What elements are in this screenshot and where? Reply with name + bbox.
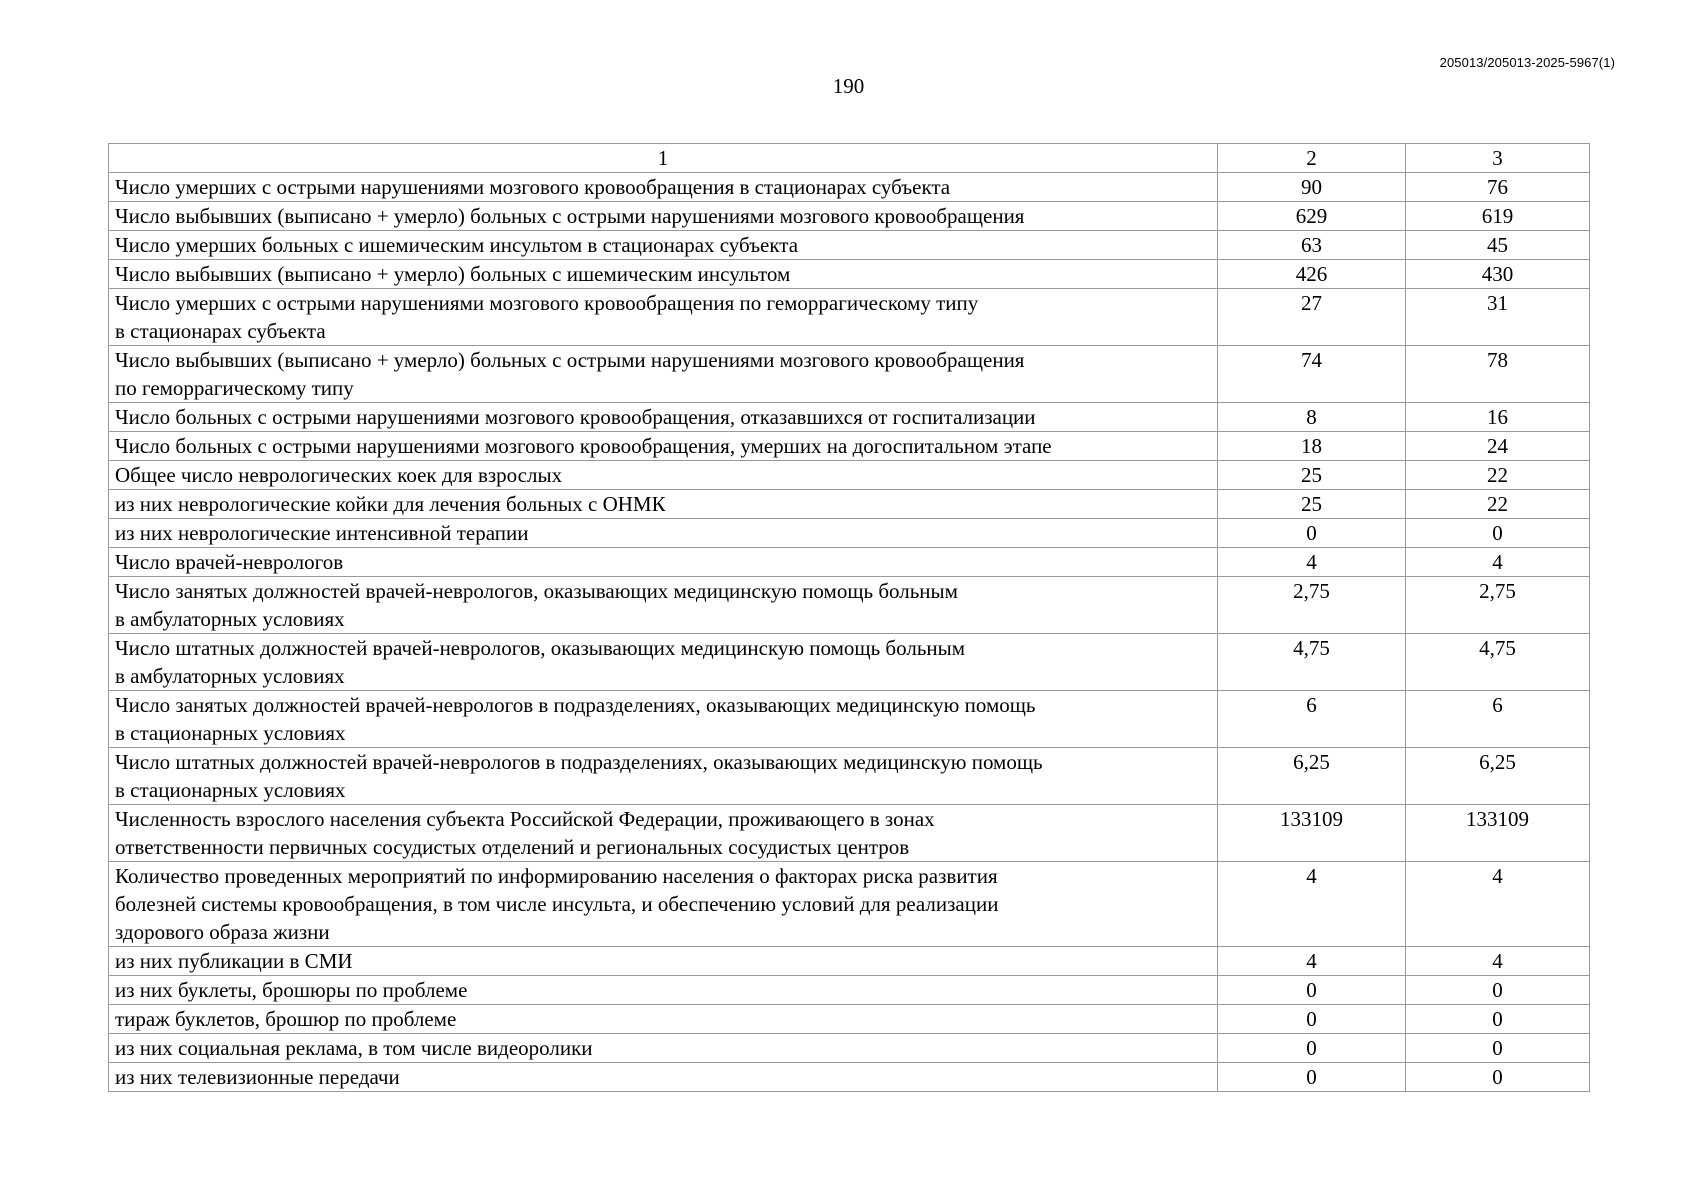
row-label: Число выбывших (выписано + умерло) больных с острыми нарушениями мозгового кровообращения [109,202,1218,231]
row-value-col2: 0 [1218,1063,1406,1092]
row-value-col2: 18 [1218,432,1406,461]
row-label: из них телевизионные передачи [109,1063,1218,1092]
row-value-col3: 4,75 [1406,634,1590,691]
row-value-col3: 0 [1406,976,1590,1005]
row-value-col3: 16 [1406,403,1590,432]
table-row [109,231,1590,260]
row-value-col3: 430 [1406,260,1590,289]
row-value-col2: 0 [1218,1034,1406,1063]
row-value-col2: 426 [1218,260,1406,289]
row-label: из них неврологические интенсивной терапии [109,519,1218,548]
table-row [109,548,1590,577]
table-row [109,976,1590,1005]
row-value-col2: 74 [1218,346,1406,403]
table-row [109,805,1590,862]
column-header-1: 1 [109,144,1218,173]
row-value-col3: 78 [1406,346,1590,403]
row-label: Число врачей-неврологов [109,548,1218,577]
row-value-col2: 63 [1218,231,1406,260]
row-label: Число занятых должностей врачей-неврологов, оказывающих медицинскую помощь больным в амбулаторных условиях [109,577,1218,634]
table-row [109,490,1590,519]
row-value-col2: 4,75 [1218,634,1406,691]
table-row [109,947,1590,976]
row-label: Число занятых должностей врачей-неврологов в подразделениях, оказывающих медицинскую помощь в стационарных условиях [109,691,1218,748]
row-value-col2: 629 [1218,202,1406,231]
row-label: Число умерших с острыми нарушениями мозгового кровообращения по геморрагическому типу в стационарах субъекта [109,289,1218,346]
row-label: Число больных с острыми нарушениями мозгового кровообращения, умерших на догоспитальном этапе [109,432,1218,461]
table-row [109,691,1590,748]
row-value-col3: 0 [1406,519,1590,548]
row-label: из них публикации в СМИ [109,947,1218,976]
row-label: Число больных с острыми нарушениями мозгового кровообращения, отказавшихся от госпитализации [109,403,1218,432]
row-value-col2: 27 [1218,289,1406,346]
row-label: из них буклеты, брошюры по проблеме [109,976,1218,1005]
row-value-col2: 6 [1218,691,1406,748]
row-value-col3: 0 [1406,1063,1590,1092]
row-label: Количество проведенных мероприятий по информированию населения о факторах риска развития болезней системы кровообращения, в том числе инсульта, и обеспечению условий для реализации здорового образа жизни [109,862,1218,947]
row-value-col2: 25 [1218,461,1406,490]
row-value-col3: 45 [1406,231,1590,260]
row-value-col2: 133109 [1218,805,1406,862]
row-value-col3: 4 [1406,947,1590,976]
row-label: тираж буклетов, брошюр по проблеме [109,1005,1218,1034]
row-value-col2: 4 [1218,947,1406,976]
row-value-col2: 0 [1218,1005,1406,1034]
row-value-col2: 4 [1218,548,1406,577]
row-label: Число умерших больных с ишемическим инсультом в стационарах субъекта [109,231,1218,260]
row-value-col2: 2,75 [1218,577,1406,634]
row-label: Число штатных должностей врачей-неврологов в подразделениях, оказывающих медицинскую помощь в стационарных условиях [109,748,1218,805]
row-value-col3: 4 [1406,862,1590,947]
document-id: 205013/205013-2025-5967(1) [1439,55,1615,70]
table-row [109,346,1590,403]
row-value-col3: 22 [1406,461,1590,490]
row-value-col2: 0 [1218,976,1406,1005]
column-header-2: 2 [1218,144,1406,173]
table-row [109,634,1590,691]
row-value-col3: 22 [1406,490,1590,519]
table-row [109,519,1590,548]
row-label: Число умерших с острыми нарушениями мозгового кровообращения в стационарах субъекта [109,173,1218,202]
row-label: Общее число неврологических коек для взрослых [109,461,1218,490]
table-row [109,202,1590,231]
row-value-col3: 0 [1406,1005,1590,1034]
row-value-col2: 8 [1218,403,1406,432]
row-value-col2: 90 [1218,173,1406,202]
table-row [109,1063,1590,1092]
table-row [109,1034,1590,1063]
row-label: из них социальная реклама, в том числе видеоролики [109,1034,1218,1063]
table-header-row [109,144,1590,173]
row-label: из них неврологические койки для лечения больных с ОНМК [109,490,1218,519]
table-row [109,403,1590,432]
table-row [109,748,1590,805]
page-number: 190 [832,74,865,98]
column-header-3: 3 [1406,144,1590,173]
row-value-col3: 2,75 [1406,577,1590,634]
table-row [109,577,1590,634]
row-label: Число штатных должностей врачей-неврологов, оказывающих медицинскую помощь больным в амбулаторных условиях [109,634,1218,691]
row-value-col3: 133109 [1406,805,1590,862]
row-value-col3: 4 [1406,548,1590,577]
row-label: Численность взрослого населения субъекта Российской Федерации, проживающего в зонах ответственности первичных сосудистых отделений и региональных сосудистых центров [109,805,1218,862]
row-value-col3: 24 [1406,432,1590,461]
table-row [109,260,1590,289]
row-label: Число выбывших (выписано + умерло) больных с острыми нарушениями мозгового кровообращения по геморрагическому типу [109,346,1218,403]
row-value-col2: 4 [1218,862,1406,947]
table-row [109,862,1590,947]
row-value-col2: 6,25 [1218,748,1406,805]
data-table [108,143,1590,1092]
table-row [109,1005,1590,1034]
row-value-col2: 25 [1218,490,1406,519]
table-row [109,173,1590,202]
row-value-col3: 6,25 [1406,748,1590,805]
row-value-col3: 76 [1406,173,1590,202]
row-value-col3: 619 [1406,202,1590,231]
row-value-col3: 0 [1406,1034,1590,1063]
row-value-col3: 31 [1406,289,1590,346]
table-row [109,432,1590,461]
table-row [109,289,1590,346]
row-value-col3: 6 [1406,691,1590,748]
row-label: Число выбывших (выписано + умерло) больных с ишемическим инсультом [109,260,1218,289]
table-row [109,461,1590,490]
row-value-col2: 0 [1218,519,1406,548]
